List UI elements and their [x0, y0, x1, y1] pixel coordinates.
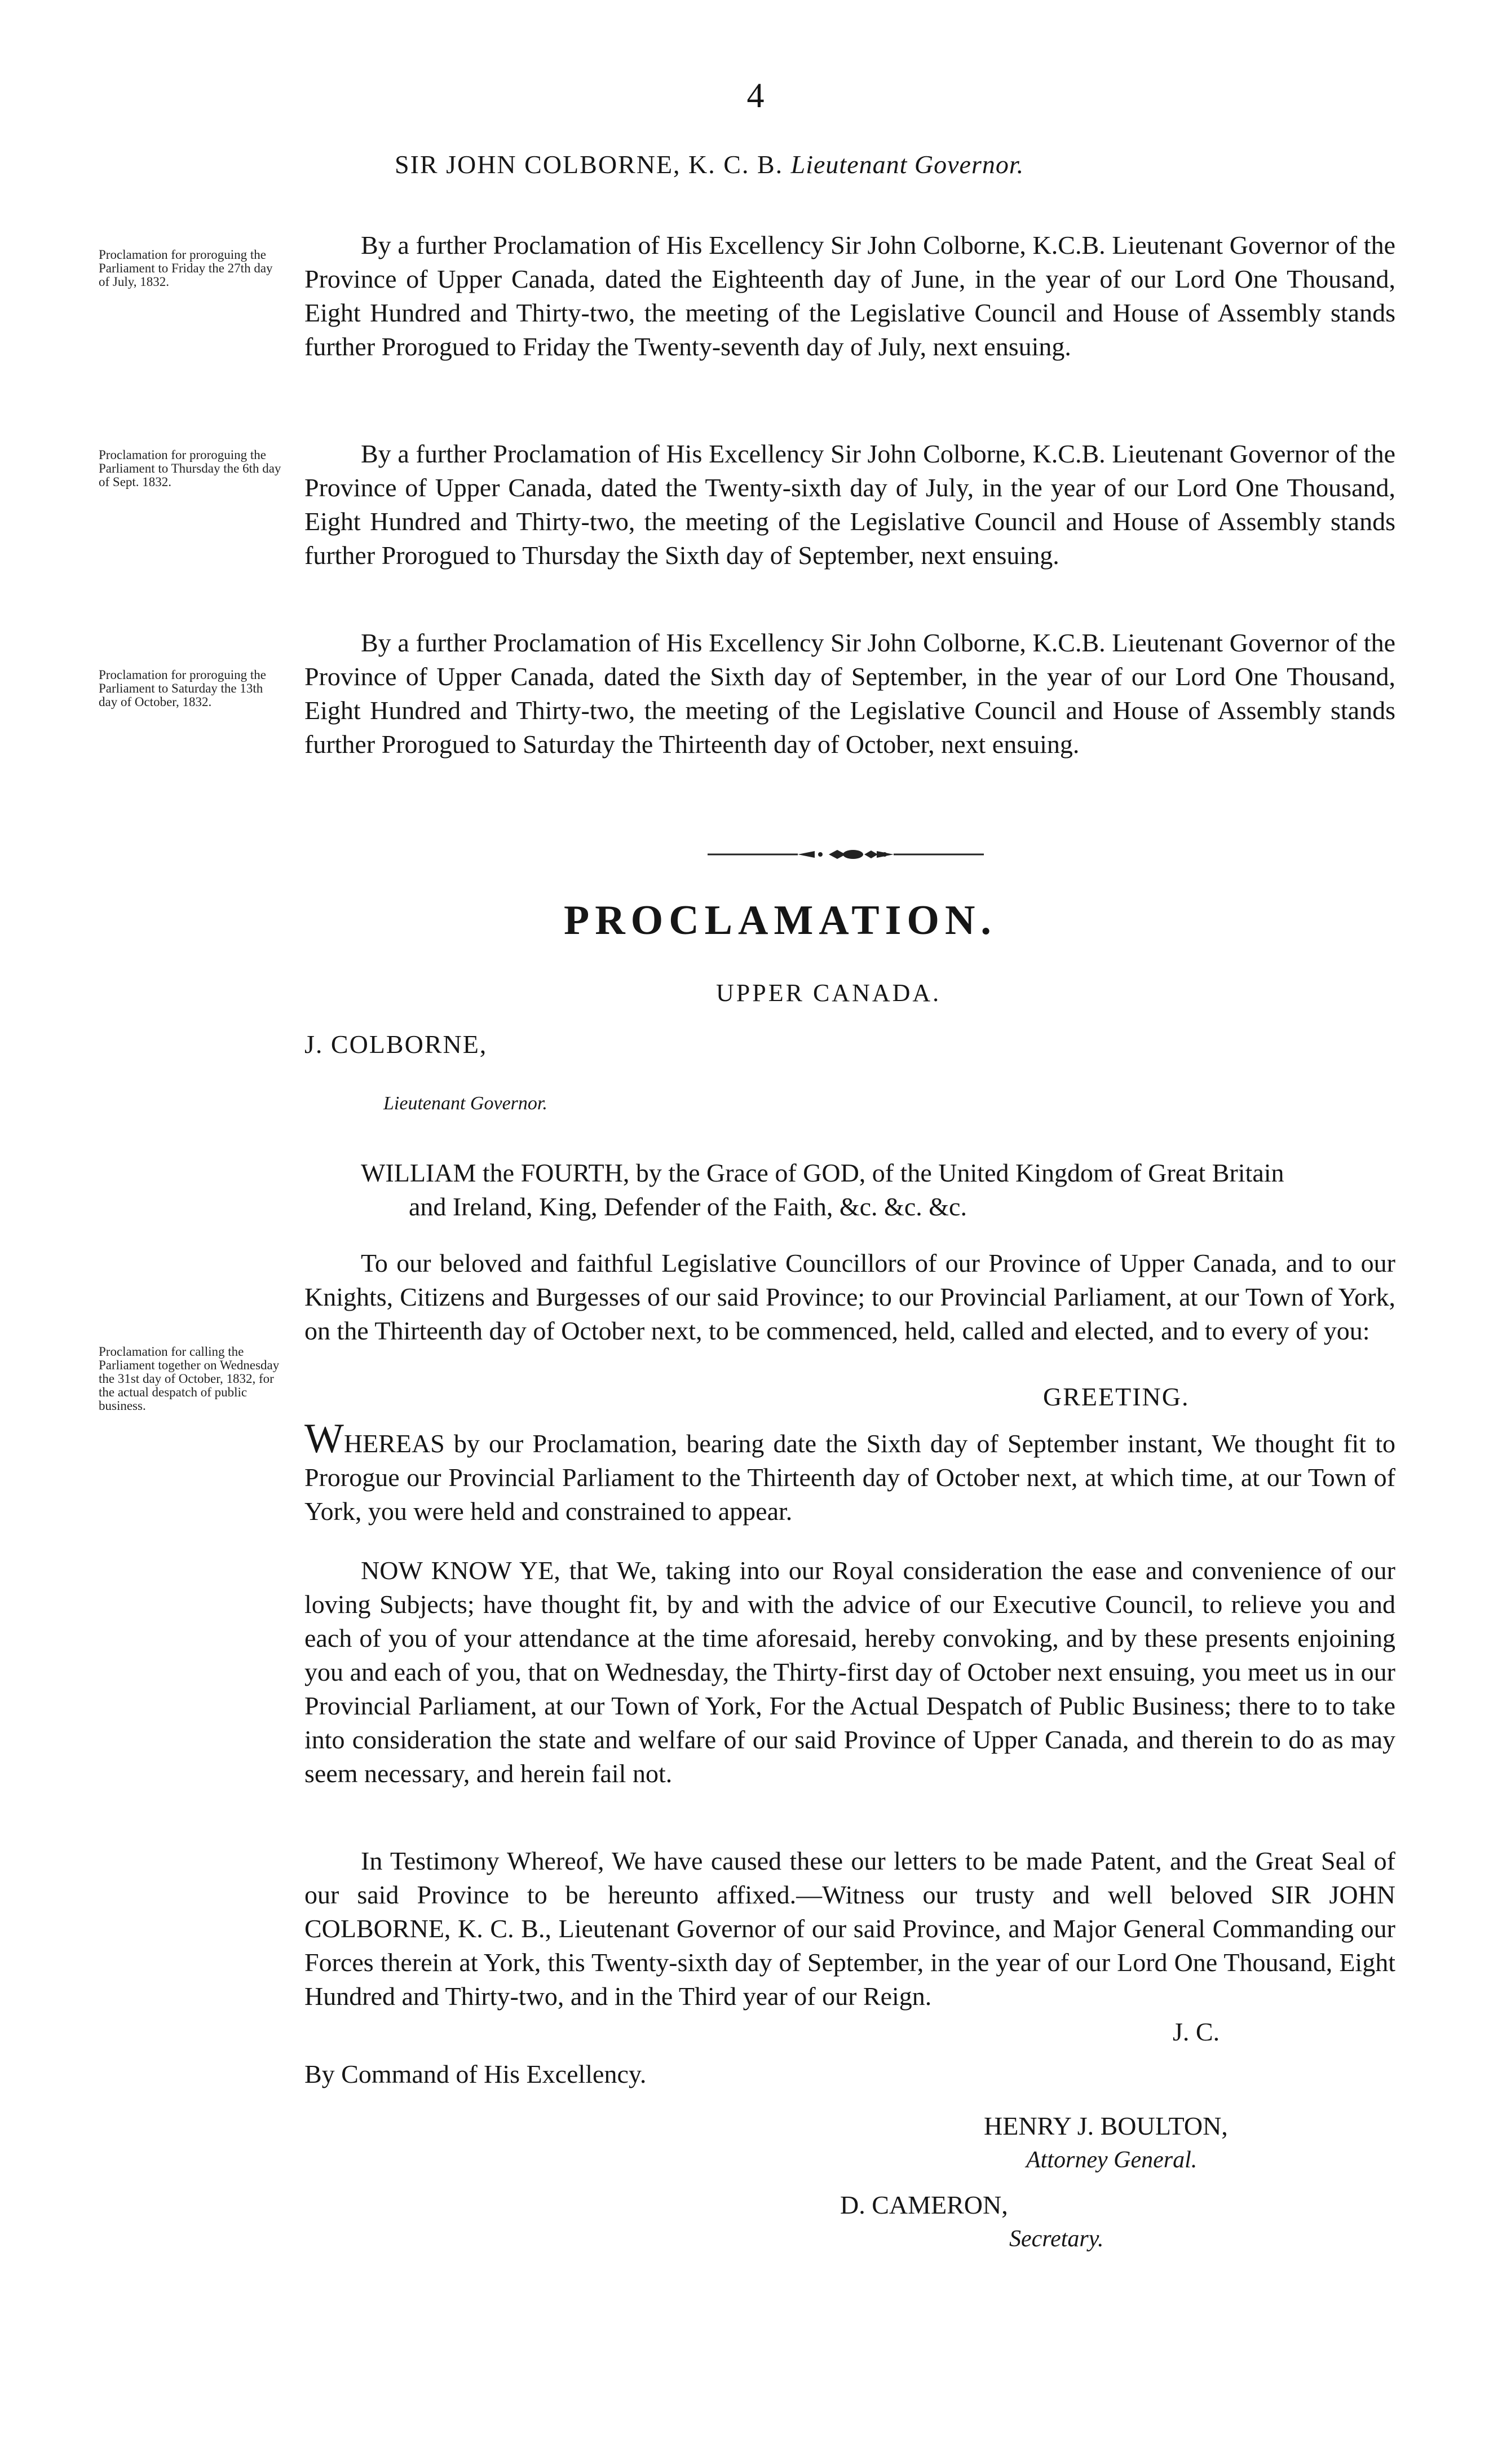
- whereas-text: HEREAS by our Proclamation, bearing date the Sixth day of September instant, We thought fit to Prorogue our Provincial Parliament to the Thirteenth day of October next, at which time, at our Town of York, you were held and constrained to appear.: [304, 1429, 1395, 1526]
- margin-note-prorogation-3: Proclamation for proroguing the Parliament to Saturday the 13th day of October, 1832.: [99, 668, 267, 709]
- header-title: Lieutenant Governor.: [790, 150, 1024, 179]
- page-number: 4: [746, 77, 765, 115]
- whereas-paragraph: [304, 1416, 1395, 1528]
- proclamation-place: UPPER CANADA.: [716, 979, 942, 1007]
- proclamation-signer: J. COLBORNE,: [304, 1030, 488, 1059]
- page-header: [395, 149, 1240, 179]
- proclamation-signer-title: Lieutenant Governor.: [383, 1093, 547, 1114]
- now-know-ye-paragraph: NOW KNOW YE, that We, taking into our Royal consideration the ease and convenience of our loving Subjects; have thought fit, by and with the advice of our Executive Council, to relieve you and each of you of your attendance at the time aforesaid, hereby convoking, and by these presents enjoining you and each of you, that on Wednesday, the Thirty-first day of October next ensuing, you meet us in our Provincial Parliament, at our Town of York, For the Actual Despatch of Public Business; there to to take into consideration the state and welfare of our said Province of Upper Canada, and therein to do as may seem necessary, and herein fail not.: [304, 1556, 1395, 1788]
- secretary-name: D. CAMERON,: [840, 2190, 1008, 2219]
- attorney-general-title: Attorney General.: [1026, 2147, 1198, 2173]
- initials: J. C.: [1173, 2017, 1220, 2046]
- header-name: SIR JOHN COLBORNE, K. C. B.: [395, 150, 784, 179]
- secretary-title: Secretary.: [1009, 2226, 1104, 2252]
- address-paragraph: To our beloved and faithful Legislative Councillors of our Province of Upper Canada, and to our Knights, Citizens and Burgesses of our said Province; to our Provincial Parliament, at our Town of York, on the Thirteenth day of October next, to be commenced, held, called and elected, and to every of you:: [304, 1249, 1395, 1345]
- testimony-paragraph: In Testimony Whereof, We have caused these our letters to be made Patent, and the Great Seal of our said Province to be hereunto affixed.—Witness our trusty and well beloved SIR JOHN COLBORNE, K. C. B., Lieutenant Governor of our said Province, and Major General Commanding our Forces therein at York, this Twenty-sixth day of September, in the year of our Lord One Thousand, Eight Hundred and Thirty-two, and in the Third year of our Reign.: [304, 1846, 1395, 2011]
- monarch-line-1: WILLIAM the FOURTH, by the Grace of GOD, of the United Kingdom of Great Britain: [361, 1158, 1284, 1187]
- margin-note-calling-parliament: Proclamation for calling the Parliament together on Wednesday the 31st day of October, 1832, for the actual despatch of public business.: [99, 1345, 280, 1413]
- ornamental-divider: [708, 846, 984, 863]
- by-command: By Command of His Excellency.: [304, 2060, 647, 2088]
- prorogation-paragraph-1: By a further Proclamation of His Excellency Sir John Colborne, K.C.B. Lieutenant Governor of the Province of Upper Canada, dated the Eighteenth day of June, in the year of our Lord One Thousand, Eight Hundred and Thirty-two, the meeting of the Legislative Council and House of Assembly stands further Prorogued to Friday the Twenty-seventh day of July, next ensuing.: [304, 231, 1395, 361]
- proclamation-heading: PROCLAMATION.: [564, 897, 997, 944]
- margin-note-prorogation-2: Proclamation for proroguing the Parliament to Thursday the 6th day of Sept. 1832.: [99, 448, 281, 489]
- monarch-line-2: and Ireland, King, Defender of the Faith, &c. &c. &c.: [409, 1192, 967, 1221]
- prorogation-paragraph-2: By a further Proclamation of His Excellency Sir John Colborne, K.C.B. Lieutenant Governor of the Province of Upper Canada, dated the Twenty-sixth day of July, in the year of our Lord One Thousand, Eight Hundred and Thirty-two, the meeting of the Legislative Council and House of Assembly stands further Prorogued to Thursday the Sixth day of September, next ensuing.: [304, 439, 1395, 570]
- greeting: GREETING.: [1043, 1382, 1190, 1411]
- prorogation-paragraph-3: By a further Proclamation of His Excellency Sir John Colborne, K.C.B. Lieutenant Governor of the Province of Upper Canada, dated the Sixth day of September, in the year of our Lord One Thousand, Eight Hundred and Thirty-two, the meeting of the Legislative Council and House of Assembly stands further Prorogued to Saturday the Thirteenth day of October, next ensuing.: [304, 628, 1395, 759]
- drop-initial: W: [304, 1416, 344, 1462]
- margin-note-prorogation-1: Proclamation for proroguing the Parliament to Friday the 27th day of July, 1832.: [99, 248, 273, 289]
- attorney-general-name: HENRY J. BOULTON,: [984, 2112, 1228, 2140]
